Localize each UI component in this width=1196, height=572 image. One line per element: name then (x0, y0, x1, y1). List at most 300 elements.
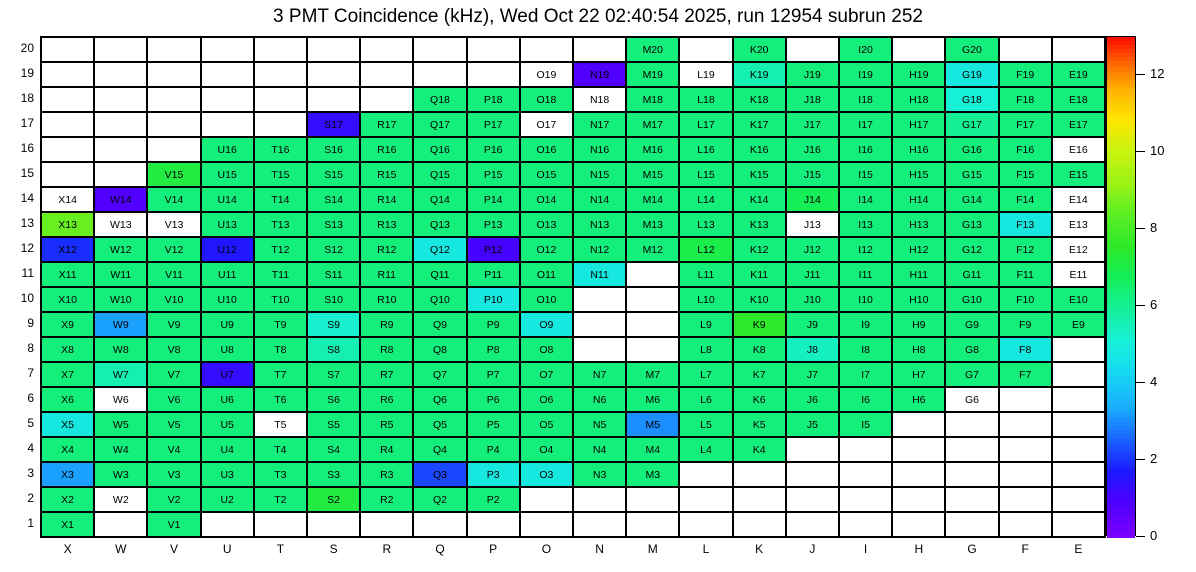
heatmap-cell: I13 (839, 212, 892, 237)
heatmap-cell: T10 (254, 287, 307, 312)
colorbar-segment (1107, 95, 1135, 99)
x-axis-label: J (809, 542, 816, 556)
heatmap-cell: X11 (41, 262, 94, 287)
heatmap-cell: J13 (786, 212, 839, 237)
heatmap-cell-empty (626, 337, 679, 362)
colorbar-segment (1107, 99, 1135, 103)
heatmap-cell: G14 (945, 187, 998, 212)
colorbar-segment (1107, 72, 1135, 76)
colorbar-segment (1107, 533, 1135, 537)
heatmap-cell: I5 (839, 412, 892, 437)
heatmap-cell-empty (999, 437, 1052, 462)
x-axis-label: U (222, 542, 232, 556)
heatmap-cell: H9 (892, 312, 945, 337)
heatmap-cell-empty (147, 112, 200, 137)
heatmap-cell: M12 (626, 237, 679, 262)
heatmap-cell: N13 (573, 212, 626, 237)
heatmap-cell: L11 (679, 262, 732, 287)
heatmap-cell: K4 (733, 437, 786, 462)
colorbar-segment (1107, 264, 1135, 268)
colorbar-segment (1107, 122, 1135, 126)
heatmap-cell: I18 (839, 87, 892, 112)
heatmap-cell: E14 (1052, 187, 1105, 212)
heatmap-cell: I6 (839, 387, 892, 412)
heatmap-cell-empty (1052, 512, 1105, 537)
colorbar-segment (1107, 299, 1135, 303)
heatmap-cell-empty (786, 487, 839, 512)
colorbar-segment (1107, 452, 1135, 456)
colorbar-segment (1107, 387, 1135, 391)
heatmap-cell: S12 (307, 237, 360, 262)
heatmap-cell: J10 (786, 287, 839, 312)
y-axis-label: 17 (20, 115, 34, 130)
colorbar-segment (1107, 456, 1135, 460)
colorbar-segment (1107, 395, 1135, 399)
colorbar-segment (1107, 149, 1135, 153)
colorbar-segment (1107, 410, 1135, 414)
heatmap-cell: Q17 (413, 112, 466, 137)
x-axis-label: P (489, 542, 498, 556)
colorbar-segment (1107, 522, 1135, 526)
heatmap-cell: F12 (999, 237, 1052, 262)
colorbar-segment (1107, 218, 1135, 222)
heatmap-cell: R10 (360, 287, 413, 312)
heatmap-cell: Q15 (413, 162, 466, 187)
heatmap-cell: P15 (467, 162, 520, 187)
heatmap-cell: S3 (307, 462, 360, 487)
heatmap-cell: T7 (254, 362, 307, 387)
heatmap-cell-empty (626, 512, 679, 537)
heatmap-cell: P8 (467, 337, 520, 362)
heatmap-cell: R7 (360, 362, 413, 387)
heatmap-cell-empty (839, 487, 892, 512)
colorbar-segment (1107, 106, 1135, 110)
y-axis-label: 15 (20, 165, 34, 180)
heatmap-cell-empty (360, 62, 413, 87)
heatmap-cell: V12 (147, 237, 200, 262)
heatmap-cell: Q7 (413, 362, 466, 387)
colorbar-segment (1107, 360, 1135, 364)
heatmap-cell: Q3 (413, 462, 466, 487)
colorbar-segment (1107, 141, 1135, 145)
colorbar-tick-label: 6 (1150, 297, 1158, 313)
heatmap-cell: P11 (467, 262, 520, 287)
heatmap-cell-empty (360, 87, 413, 112)
heatmap-cell: L5 (679, 412, 732, 437)
heatmap-cell: V11 (147, 262, 200, 287)
heatmap-cell-empty (573, 37, 626, 62)
heatmap-cell: E12 (1052, 237, 1105, 262)
heatmap-cell-empty (945, 512, 998, 537)
heatmap-cell: J16 (786, 137, 839, 162)
heatmap-cell: X2 (41, 487, 94, 512)
heatmap-cell-empty (1052, 487, 1105, 512)
heatmap-cell: O17 (520, 112, 573, 137)
heatmap-cell: I15 (839, 162, 892, 187)
heatmap-cell-empty (94, 87, 147, 112)
heatmap-cell: Q16 (413, 137, 466, 162)
heatmap-cell-empty (573, 312, 626, 337)
heatmap-cell: S15 (307, 162, 360, 187)
heatmap-cell: R15 (360, 162, 413, 187)
heatmap-cell: N14 (573, 187, 626, 212)
colorbar-segment (1107, 60, 1135, 64)
heatmap-cell-empty (679, 462, 732, 487)
heatmap-cell: X5 (41, 412, 94, 437)
heatmap-cell: H12 (892, 237, 945, 262)
colorbar-segment (1107, 402, 1135, 406)
heatmap-cell: T3 (254, 462, 307, 487)
heatmap-cell: L10 (679, 287, 732, 312)
colorbar-tick (1136, 459, 1145, 460)
heatmap-cell: L17 (679, 112, 732, 137)
heatmap-cell: T8 (254, 337, 307, 362)
heatmap-cell-empty (1052, 37, 1105, 62)
heatmap-cell: X9 (41, 312, 94, 337)
heatmap-cell: O7 (520, 362, 573, 387)
x-axis-label: I (863, 542, 868, 556)
colorbar-tick (1136, 536, 1145, 537)
heatmap-cell: H15 (892, 162, 945, 187)
heatmap-cell: F15 (999, 162, 1052, 187)
heatmap-cell: V3 (147, 462, 200, 487)
heatmap-cell: J7 (786, 362, 839, 387)
heatmap-cell-empty (41, 137, 94, 162)
heatmap-cell: E16 (1052, 137, 1105, 162)
heatmap-cell: L13 (679, 212, 732, 237)
colorbar-segment (1107, 291, 1135, 295)
colorbar-segment (1107, 64, 1135, 68)
heatmap-cell-empty (892, 487, 945, 512)
heatmap-cell: K16 (733, 137, 786, 162)
heatmap-cell: Q11 (413, 262, 466, 287)
heatmap-cell-empty (1052, 387, 1105, 412)
y-axis-label: 3 (27, 465, 34, 480)
colorbar-segment (1107, 391, 1135, 395)
heatmap-cell-empty (626, 287, 679, 312)
heatmap-cell: P14 (467, 187, 520, 212)
heatmap-cell: F18 (999, 87, 1052, 112)
heatmap-cell: V14 (147, 187, 200, 212)
heatmap-cell: N16 (573, 137, 626, 162)
heatmap-cell: G8 (945, 337, 998, 362)
heatmap-cell: H10 (892, 287, 945, 312)
colorbar-segment (1107, 183, 1135, 187)
heatmap-cell: Q5 (413, 412, 466, 437)
heatmap-cell-empty (254, 62, 307, 87)
heatmap-cell: N11 (573, 262, 626, 287)
heatmap-cell-empty (413, 62, 466, 87)
x-axis-label: X (63, 542, 72, 556)
heatmap-cell: J5 (786, 412, 839, 437)
x-axis-label: N (595, 542, 604, 556)
heatmap-cell: U10 (201, 287, 254, 312)
heatmap-cell: T13 (254, 212, 307, 237)
colorbar-segment (1107, 160, 1135, 164)
heatmap-cell: U2 (201, 487, 254, 512)
heatmap-cell: T6 (254, 387, 307, 412)
heatmap-cell: S8 (307, 337, 360, 362)
heatmap-cell: O18 (520, 87, 573, 112)
colorbar-segment (1107, 229, 1135, 233)
heatmap-cell: O14 (520, 187, 573, 212)
colorbar-segment (1107, 468, 1135, 472)
heatmap-plot (40, 36, 1106, 538)
colorbar-segment (1107, 279, 1135, 283)
heatmap-cell-empty (467, 512, 520, 537)
heatmap-cell: J17 (786, 112, 839, 137)
colorbar-segment (1107, 518, 1135, 522)
colorbar-segment (1107, 145, 1135, 149)
colorbar-segment (1107, 79, 1135, 83)
y-axis-label: 14 (20, 190, 34, 205)
heatmap-cell-empty (892, 437, 945, 462)
colorbar-segment (1107, 125, 1135, 129)
colorbar-segment (1107, 256, 1135, 260)
heatmap-cell: S11 (307, 262, 360, 287)
heatmap-cell-empty (679, 512, 732, 537)
heatmap-cell: H14 (892, 187, 945, 212)
heatmap-cell: P13 (467, 212, 520, 237)
heatmap-cell: F13 (999, 212, 1052, 237)
heatmap-cell-empty (41, 112, 94, 137)
heatmap-cell: O12 (520, 237, 573, 262)
heatmap-cell: T4 (254, 437, 307, 462)
heatmap-cell: N3 (573, 462, 626, 487)
heatmap-cell: S10 (307, 287, 360, 312)
heatmap-cell: T16 (254, 137, 307, 162)
heatmap-cell: K10 (733, 287, 786, 312)
heatmap-cell: W6 (94, 387, 147, 412)
heatmap-cell-empty (786, 462, 839, 487)
heatmap-cell-empty (1052, 362, 1105, 387)
heatmap-cell-empty (733, 462, 786, 487)
heatmap-cell: I8 (839, 337, 892, 362)
heatmap-cell: R16 (360, 137, 413, 162)
colorbar-segment (1107, 418, 1135, 422)
colorbar-segment (1107, 206, 1135, 210)
heatmap-cell: N12 (573, 237, 626, 262)
heatmap-cell: J6 (786, 387, 839, 412)
heatmap-cell-empty (839, 437, 892, 462)
heatmap-cell: F14 (999, 187, 1052, 212)
heatmap-cell: S5 (307, 412, 360, 437)
heatmap-cell: L16 (679, 137, 732, 162)
heatmap-cell-empty (733, 487, 786, 512)
colorbar-segment (1107, 249, 1135, 253)
colorbar-segment (1107, 356, 1135, 360)
heatmap-cell: P10 (467, 287, 520, 312)
heatmap-cell: S16 (307, 137, 360, 162)
heatmap-cell-empty (520, 37, 573, 62)
colorbar-segment (1107, 499, 1135, 503)
colorbar-segment (1107, 283, 1135, 287)
heatmap-cell: O11 (520, 262, 573, 287)
heatmap-cell: T5 (254, 412, 307, 437)
y-axis-label: 5 (27, 415, 34, 430)
heatmap-cell: U3 (201, 462, 254, 487)
heatmap-cell: V2 (147, 487, 200, 512)
heatmap-cell: W9 (94, 312, 147, 337)
colorbar-segment (1107, 314, 1135, 318)
heatmap-cell: L8 (679, 337, 732, 362)
colorbar-segment (1107, 87, 1135, 91)
heatmap-cell: Q14 (413, 187, 466, 212)
colorbar-segment (1107, 414, 1135, 418)
colorbar-segment (1107, 118, 1135, 122)
colorbar-segment (1107, 187, 1135, 191)
heatmap-cell: O5 (520, 412, 573, 437)
heatmap-cell: U9 (201, 312, 254, 337)
heatmap-cell: S4 (307, 437, 360, 462)
colorbar-tick-label: 8 (1150, 220, 1158, 236)
heatmap-cell: X13 (41, 212, 94, 237)
heatmap-cell-empty (201, 112, 254, 137)
colorbar-segment (1107, 156, 1135, 160)
heatmap-cell: V7 (147, 362, 200, 387)
heatmap-cell-empty (467, 62, 520, 87)
heatmap-cell: G13 (945, 212, 998, 237)
colorbar-segment (1107, 495, 1135, 499)
heatmap-cell: V10 (147, 287, 200, 312)
heatmap-cell: K15 (733, 162, 786, 187)
heatmap-cell-empty (626, 312, 679, 337)
heatmap-cell: G6 (945, 387, 998, 412)
colorbar-segment (1107, 252, 1135, 256)
heatmap-cell: O16 (520, 137, 573, 162)
heatmap-cell: L19 (679, 62, 732, 87)
x-axis-label: T (276, 542, 285, 556)
heatmap-cell: U6 (201, 387, 254, 412)
heatmap-cell: R9 (360, 312, 413, 337)
heatmap-cell-empty (626, 487, 679, 512)
heatmap-cell: L18 (679, 87, 732, 112)
heatmap-cell-empty (41, 87, 94, 112)
colorbar-segment (1107, 483, 1135, 487)
colorbar (1106, 36, 1136, 536)
heatmap-cell: N15 (573, 162, 626, 187)
heatmap-cell: U11 (201, 262, 254, 287)
x-axis-label: W (115, 542, 127, 556)
heatmap-cell: L14 (679, 187, 732, 212)
heatmap-cell: S13 (307, 212, 360, 237)
heatmap-cell-empty (945, 462, 998, 487)
heatmap-cell: I17 (839, 112, 892, 137)
heatmap-cell: E13 (1052, 212, 1105, 237)
heatmap-cell: R14 (360, 187, 413, 212)
colorbar-segment (1107, 68, 1135, 72)
colorbar-segment (1107, 306, 1135, 310)
heatmap-cell: S2 (307, 487, 360, 512)
y-axis-label: 11 (21, 265, 34, 280)
heatmap-cell: T14 (254, 187, 307, 212)
heatmap-cell: H8 (892, 337, 945, 362)
heatmap-cell: S7 (307, 362, 360, 387)
x-axis-label: F (1021, 542, 1029, 556)
heatmap-cell: W2 (94, 487, 147, 512)
colorbar-segment (1107, 333, 1135, 337)
heatmap-cell: L6 (679, 387, 732, 412)
heatmap-cell-empty (413, 37, 466, 62)
heatmap-cell: N19 (573, 62, 626, 87)
colorbar-segment (1107, 487, 1135, 491)
heatmap-cell-empty (786, 37, 839, 62)
heatmap-cell: J14 (786, 187, 839, 212)
heatmap-cell: H16 (892, 137, 945, 162)
colorbar-tick (1136, 382, 1145, 383)
heatmap-cell-empty (839, 462, 892, 487)
heatmap-cell-empty (892, 37, 945, 62)
heatmap-cell: V9 (147, 312, 200, 337)
heatmap-cell: H13 (892, 212, 945, 237)
heatmap-cell: Q9 (413, 312, 466, 337)
heatmap-cell: H19 (892, 62, 945, 87)
heatmap-cell-empty (201, 512, 254, 537)
heatmap-cell-empty (786, 512, 839, 537)
colorbar-segment (1107, 114, 1135, 118)
colorbar-segment (1107, 425, 1135, 429)
y-axis-label: 20 (20, 40, 34, 55)
heatmap-cell-empty (201, 62, 254, 87)
heatmap-cell-empty (999, 462, 1052, 487)
heatmap-cell-empty (999, 512, 1052, 537)
colorbar-segment (1107, 349, 1135, 353)
heatmap-cell: W10 (94, 287, 147, 312)
colorbar-segment (1107, 75, 1135, 79)
heatmap-cell-empty (1052, 412, 1105, 437)
heatmap-cell: X7 (41, 362, 94, 387)
heatmap-cell: G16 (945, 137, 998, 162)
heatmap-cell: M17 (626, 112, 679, 137)
heatmap-cell-empty (147, 62, 200, 87)
heatmap-cell: L4 (679, 437, 732, 462)
heatmap-cell: I10 (839, 287, 892, 312)
heatmap-cell: I11 (839, 262, 892, 287)
heatmap-cell: S6 (307, 387, 360, 412)
heatmap-cell-empty (945, 412, 998, 437)
heatmap-cell-empty (254, 37, 307, 62)
heatmap-cell-empty (307, 87, 360, 112)
heatmap-cell: X10 (41, 287, 94, 312)
colorbar-segment (1107, 272, 1135, 276)
heatmap-cell-empty (201, 37, 254, 62)
y-axis-label: 12 (20, 240, 34, 255)
heatmap-cell-empty (999, 487, 1052, 512)
heatmap-cell: N4 (573, 437, 626, 462)
heatmap-cell: U13 (201, 212, 254, 237)
heatmap-cell: F7 (999, 362, 1052, 387)
heatmap-cell-empty (1052, 337, 1105, 362)
heatmap-cell-empty (254, 112, 307, 137)
heatmap-cell: S14 (307, 187, 360, 212)
heatmap-cell: M7 (626, 362, 679, 387)
heatmap-cell-empty (945, 487, 998, 512)
heatmap-cell: G15 (945, 162, 998, 187)
heatmap-cell: U15 (201, 162, 254, 187)
colorbar-segment (1107, 510, 1135, 514)
heatmap-cell-empty (520, 487, 573, 512)
colorbar-segment (1107, 83, 1135, 87)
heatmap-cell: E10 (1052, 287, 1105, 312)
heatmap-cell: M13 (626, 212, 679, 237)
heatmap-cell: P12 (467, 237, 520, 262)
heatmap-cell: Q4 (413, 437, 466, 462)
heatmap-cell: K11 (733, 262, 786, 287)
heatmap-cell: J12 (786, 237, 839, 262)
heatmap-cell-empty (573, 512, 626, 537)
heatmap-cell: K17 (733, 112, 786, 137)
y-axis-label: 18 (20, 90, 34, 105)
